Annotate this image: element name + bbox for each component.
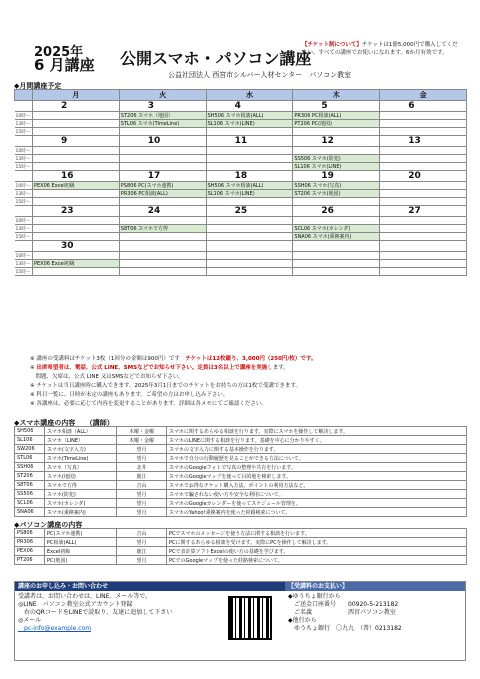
course-cell: SNA06 [15, 508, 45, 517]
note-highlight: 出席希望者は、電話、公式 LINE、SMSなどでお知らせ下さい。定員は3名以上で講座を実施 [36, 365, 268, 371]
header-month: 6 月講座 [34, 56, 95, 74]
calendar-section-title: ◆月間講座予定 [14, 82, 62, 90]
empty-slot [33, 233, 120, 241]
course-cell: ST206 [15, 472, 45, 481]
empty-slot [206, 198, 293, 206]
calendar-table [14, 89, 467, 276]
empty-slot [380, 252, 467, 260]
course-cell: PCでスマホのメッセージを使う方法に関する相談を行います。 [167, 529, 467, 538]
course-slot[interactable]: SL106 スマホ(LINE) [206, 120, 293, 128]
time-cell: 15時～ [15, 128, 33, 136]
ticket-notice [302, 41, 462, 57]
date-cell: 13 [380, 136, 467, 147]
date-cell: 3 [119, 101, 206, 112]
course-cell: スマホ(TimeLine) [45, 454, 117, 463]
time-cell [15, 241, 33, 252]
course-row [15, 445, 467, 454]
course-row [15, 481, 467, 490]
note-line [30, 391, 460, 400]
course-cell: スマホ(防犯) [45, 490, 117, 499]
empty-slot [206, 163, 293, 171]
date-cell: 20 [380, 171, 467, 182]
notes [30, 355, 460, 409]
course-cell: S8T06 [15, 481, 45, 490]
empty-slot [33, 252, 120, 260]
empty-slot [380, 233, 467, 241]
course-cell: 吉山 [117, 529, 167, 538]
fee-heading: 【受講料のお支払い】 [285, 582, 465, 591]
note-text: ※ [30, 365, 37, 371]
contact-line: 右のQRコードをLINEで読取り、友達に追加して下さい [18, 609, 173, 616]
empty-slot [33, 190, 120, 198]
empty-slot [119, 163, 206, 171]
course-cell: SS506 [15, 490, 45, 499]
time-cell: 10時～ [15, 112, 33, 120]
time-cell [15, 136, 33, 147]
time-cell [15, 171, 33, 182]
time-cell: 15時～ [15, 268, 33, 276]
empty-slot [380, 112, 467, 120]
note-line [30, 355, 460, 364]
course-slot[interactable]: PR306 PC相談(ALL) [293, 112, 380, 120]
empty-slot [33, 155, 120, 163]
course-cell: スマホのYahoo!乗換案内を使った経路検索について。 [167, 508, 467, 517]
weekday-header: 木 [293, 90, 380, 101]
course-cell: PR306 [15, 538, 45, 547]
date-cell [206, 241, 293, 252]
course-cell: スマホ(地図) [45, 472, 117, 481]
time-cell [15, 206, 33, 217]
ticket-notice-label: 【チケット制について】 [302, 42, 362, 48]
time-cell: 10時～ [15, 182, 33, 190]
note-text: 問題、欠席は、公式 LINE 又はSMSなどでお知らせ下さい。 [30, 374, 184, 380]
course-cell: 吉山 [117, 481, 167, 490]
empty-slot [293, 147, 380, 155]
note-text: ※ チケットは当日講座時に購入できます。2025年3月1日までのチケットをお持ちの方は1枚で受講できます。 [30, 383, 301, 389]
course-cell: スマホ(乗換案内) [45, 508, 117, 517]
organization-name: 公益社団法人 西宮市シルバー人材センター パソコン教室 [168, 71, 352, 79]
time-cell: 13時～ [15, 155, 33, 163]
course-cell: スマホのGoogleカレンダーを使ってスケジュール管理を。 [167, 499, 467, 508]
fee-line: ゆうちょ銀行 〇九九 （普）0213182 [288, 625, 402, 632]
course-slot[interactable]: STL06 スマホ(TimeLine) [119, 120, 206, 128]
time-cell: 10時～ [15, 252, 33, 260]
course-cell: SW206 [15, 445, 45, 454]
time-cell: 13時～ [15, 190, 33, 198]
course-slot[interactable]: PEX06 Excel初級 [33, 260, 120, 268]
empty-slot [206, 268, 293, 276]
course-cell: SSH06 [15, 463, 45, 472]
date-cell: 26 [293, 206, 380, 217]
date-cell [380, 241, 467, 252]
empty-slot [33, 147, 120, 155]
course-slot[interactable]: ST206 スマホ（地図） [119, 112, 206, 120]
empty-slot [380, 147, 467, 155]
date-cell: 16 [33, 171, 120, 182]
empty-slot [380, 217, 467, 225]
course-cell: スマホ（LINE） [45, 436, 117, 445]
course-row [15, 547, 467, 556]
course-cell: 鹿江 [117, 547, 167, 556]
weekday-header: 火 [119, 90, 206, 101]
course-row [15, 538, 467, 547]
course-cell: 鹿江 [117, 472, 167, 481]
empty-slot [293, 128, 380, 136]
course-cell: 望月 [117, 508, 167, 517]
note-line [30, 373, 460, 382]
course-slot[interactable]: PS806 PC(スマホ連携) [119, 182, 206, 190]
date-cell: 6 [380, 101, 467, 112]
weekday-header: 金 [380, 90, 467, 101]
empty-slot [33, 163, 120, 171]
date-cell: 17 [119, 171, 206, 182]
empty-slot [206, 233, 293, 241]
empty-slot [33, 225, 120, 233]
empty-slot [206, 155, 293, 163]
page-title: 公開スマホ・パソコン講座 [120, 49, 312, 68]
course-cell: PCでのGoogleマップを使った経路検索について。 [167, 556, 467, 565]
note-text: ※ 講座の受講料はチケット3枚（1回分の金額は900円）です [30, 356, 186, 362]
course-cell: PS806 [15, 529, 45, 538]
empty-slot [380, 268, 467, 276]
course-cell: PCで表計算ソフトExcelの使い方の基礎を学びます。 [167, 547, 467, 556]
fee-lines [285, 591, 465, 635]
pc-section-title: ◆パソコン講座の内容 [14, 521, 83, 529]
empty-slot [33, 128, 120, 136]
contact-heading: 講座のお申し込み・お問い合わせ [15, 582, 285, 591]
date-cell: 12 [293, 136, 380, 147]
date-cell: 10 [119, 136, 206, 147]
course-cell: 望月 [117, 538, 167, 547]
course-cell: 望月 [117, 490, 167, 499]
date-cell: 24 [119, 206, 206, 217]
course-cell: SH506 [15, 427, 45, 436]
course-cell: STL06 [15, 454, 45, 463]
course-cell: PT206 [15, 556, 45, 565]
date-cell: 23 [33, 206, 120, 217]
empty-slot [380, 155, 467, 163]
course-cell: 望月 [117, 556, 167, 565]
course-slot[interactable]: SH506 スマホ相談(ALL) [206, 182, 293, 190]
weekday-header: 月 [33, 90, 120, 101]
date-cell [119, 241, 206, 252]
empty-slot [33, 112, 120, 120]
line-qr-code[interactable] [228, 596, 272, 640]
time-cell [15, 101, 33, 112]
empty-slot [293, 198, 380, 206]
course-slot[interactable]: SL106 スマホ(LINE) [293, 163, 380, 171]
empty-slot [206, 260, 293, 268]
course-cell: PC(スマホ連携) [45, 529, 117, 538]
empty-slot [119, 233, 206, 241]
time-cell: 13時～ [15, 120, 33, 128]
course-slot[interactable]: S8T06 スマホで方得 [119, 225, 206, 233]
course-cell: 望月 [117, 445, 167, 454]
empty-slot [380, 198, 467, 206]
empty-slot [33, 217, 120, 225]
course-cell: SCL06 [15, 499, 45, 508]
course-cell: Excel初級 [45, 547, 117, 556]
course-row [15, 508, 467, 517]
empty-slot [119, 147, 206, 155]
empty-slot [380, 260, 467, 268]
empty-slot [119, 217, 206, 225]
course-row [15, 436, 467, 445]
course-cell: 木曜・金曜 [117, 427, 167, 436]
empty-slot [33, 268, 120, 276]
course-cell: スマホで方得 [45, 481, 117, 490]
course-slot[interactable]: SSH06 スマホ(写真) [293, 182, 380, 190]
date-cell: 18 [206, 171, 293, 182]
course-cell: スマホ相談（ALL） [45, 427, 117, 436]
note-line [30, 400, 460, 409]
time-cell: 13時～ [15, 225, 33, 233]
date-cell: 2 [33, 101, 120, 112]
pc-course-table [14, 528, 467, 565]
course-row [15, 529, 467, 538]
time-cell: 10時～ [15, 217, 33, 225]
course-slot[interactable]: SS506 スマホ(防犯) [293, 155, 380, 163]
course-cell: スマホで自分の行動履歴を見ることができる方法について。 [167, 454, 467, 463]
note-highlight: チケットは12枚綴り、3,000円（250円/枚）です。 [185, 356, 317, 362]
empty-slot [206, 225, 293, 233]
date-cell: 30 [33, 241, 120, 252]
note-line [30, 382, 460, 391]
empty-slot [119, 198, 206, 206]
empty-slot [380, 182, 467, 190]
smartphone-course-table [14, 426, 467, 517]
note-text: ※ 各講座は、必要に応じて内容を変更することがあります。詳細は各メモにてご確認ください。 [30, 401, 267, 407]
empty-slot [380, 163, 467, 171]
course-row [15, 472, 467, 481]
course-cell: 北井 [117, 463, 167, 472]
course-cell: 望月 [117, 499, 167, 508]
empty-slot [119, 155, 206, 163]
smartphone-section-title: ◆スマホ講座の内容 （講師） [14, 419, 114, 427]
course-cell: スマホの文字入力に関する基本操作を行ります。 [167, 445, 467, 454]
date-cell: 25 [206, 206, 293, 217]
course-slot[interactable]: SCL06 スマホ(カレンダ) [293, 225, 380, 233]
empty-slot [380, 225, 467, 233]
fee-line: ◆ゆうちょ銀行から [288, 593, 341, 600]
fee-line: ◆他行から [288, 617, 317, 624]
note-text-tail: します。 [267, 365, 289, 371]
empty-slot [206, 217, 293, 225]
contact-line: ◎LINE パソコン教室公式アカウント登録 [18, 601, 133, 608]
course-slot[interactable]: PEX06 Excel初級 [33, 182, 120, 190]
date-cell: 27 [380, 206, 467, 217]
course-row [15, 463, 467, 472]
date-cell: 4 [206, 101, 293, 112]
time-cell: 13時～ [15, 260, 33, 268]
empty-slot [206, 252, 293, 260]
empty-slot [33, 198, 120, 206]
course-row [15, 556, 467, 565]
course-cell: 木曜・金曜 [117, 436, 167, 445]
empty-slot [206, 128, 293, 136]
course-cell: PC(地図) [45, 556, 117, 565]
course-slot[interactable]: SNA06 スマホ(乗換案内) [293, 233, 380, 241]
empty-slot [293, 217, 380, 225]
empty-slot [293, 268, 380, 276]
empty-slot [119, 252, 206, 260]
contact-line: ◎メール [18, 617, 42, 624]
fee-line: ご送金口座番号 00920-5-213182 [288, 601, 399, 608]
course-row [15, 427, 467, 436]
course-cell: PEX06 [15, 547, 45, 556]
header-year: 2025年 [34, 45, 84, 60]
weekday-header: 水 [206, 90, 293, 101]
course-row [15, 490, 467, 499]
time-header [15, 90, 33, 101]
course-cell: 望月 [117, 454, 167, 463]
empty-slot [119, 128, 206, 136]
course-slot[interactable]: ST206 スマホ(地図) [293, 190, 380, 198]
course-cell: スマホ(文字入力) [45, 445, 117, 454]
empty-slot [380, 128, 467, 136]
date-cell: 19 [293, 171, 380, 182]
course-cell: スマホに関するあらゆる相談を行ります。実際にスマホを操作して解決します。 [167, 427, 467, 436]
course-cell: スマホで騙されない使い方や安全な利用について。 [167, 490, 467, 499]
course-cell: スマホでお得なチケット購入方法、ポイントの利用方法など。 [167, 481, 467, 490]
course-cell: スマホのLINEに関する相談を行ります。基礎を中心に分かりやすく。 [167, 436, 467, 445]
time-cell: 15時～ [15, 198, 33, 206]
course-cell: スマホ（写真） [45, 463, 117, 472]
empty-slot [293, 252, 380, 260]
note-text: ※ 科目一覧に、日時が未定の講座もあります。ご希望の方はお申し込み下さい。 [30, 392, 229, 398]
empty-slot [119, 268, 206, 276]
contact-line[interactable]: pc-info@example.com [18, 625, 92, 632]
course-row [15, 454, 467, 463]
course-slot[interactable]: SH506 スマホ相談(ALL) [206, 112, 293, 120]
course-cell: スマホ(カレンダ) [45, 499, 117, 508]
empty-slot [293, 260, 380, 268]
course-slot[interactable]: PT206 PC(地図) [293, 120, 380, 128]
course-cell: スマホのGoogleマップを使って目的地を検索します。 [167, 472, 467, 481]
date-cell [293, 241, 380, 252]
empty-slot [380, 120, 467, 128]
date-cell: 9 [33, 136, 120, 147]
date-cell: 5 [293, 101, 380, 112]
fee-line: ご名義 西宮パソコン教室 [288, 609, 396, 616]
course-row [15, 499, 467, 508]
time-cell: 15時～ [15, 233, 33, 241]
date-cell: 11 [206, 136, 293, 147]
note-line [30, 364, 460, 373]
course-cell: PCに関するあらゆる相談を受けます。実際にPCを操作して解決します。 [167, 538, 467, 547]
course-slot[interactable]: SL106 スマホ(LINE) [206, 190, 293, 198]
course-cell: SL106 [15, 436, 45, 445]
empty-slot [380, 190, 467, 198]
empty-slot [33, 120, 120, 128]
course-cell: PC相談(ALL) [45, 538, 117, 547]
course-cell: スマホのGoogleフォトで写真の整理や共有を行います。 [167, 463, 467, 472]
time-cell: 15時～ [15, 163, 33, 171]
contact-line: 受講者は、お問い合わせは、LINE、メール等で。 [18, 593, 152, 600]
empty-slot [206, 147, 293, 155]
time-cell: 10時～ [15, 147, 33, 155]
course-slot[interactable]: PR306 PC相談(ALL) [119, 190, 206, 198]
empty-slot [119, 260, 206, 268]
ticket-notice-text: チケットは1冊5,000円で購入してください。すべての講座でお使いになれます。6か月有効です。 [302, 42, 458, 56]
